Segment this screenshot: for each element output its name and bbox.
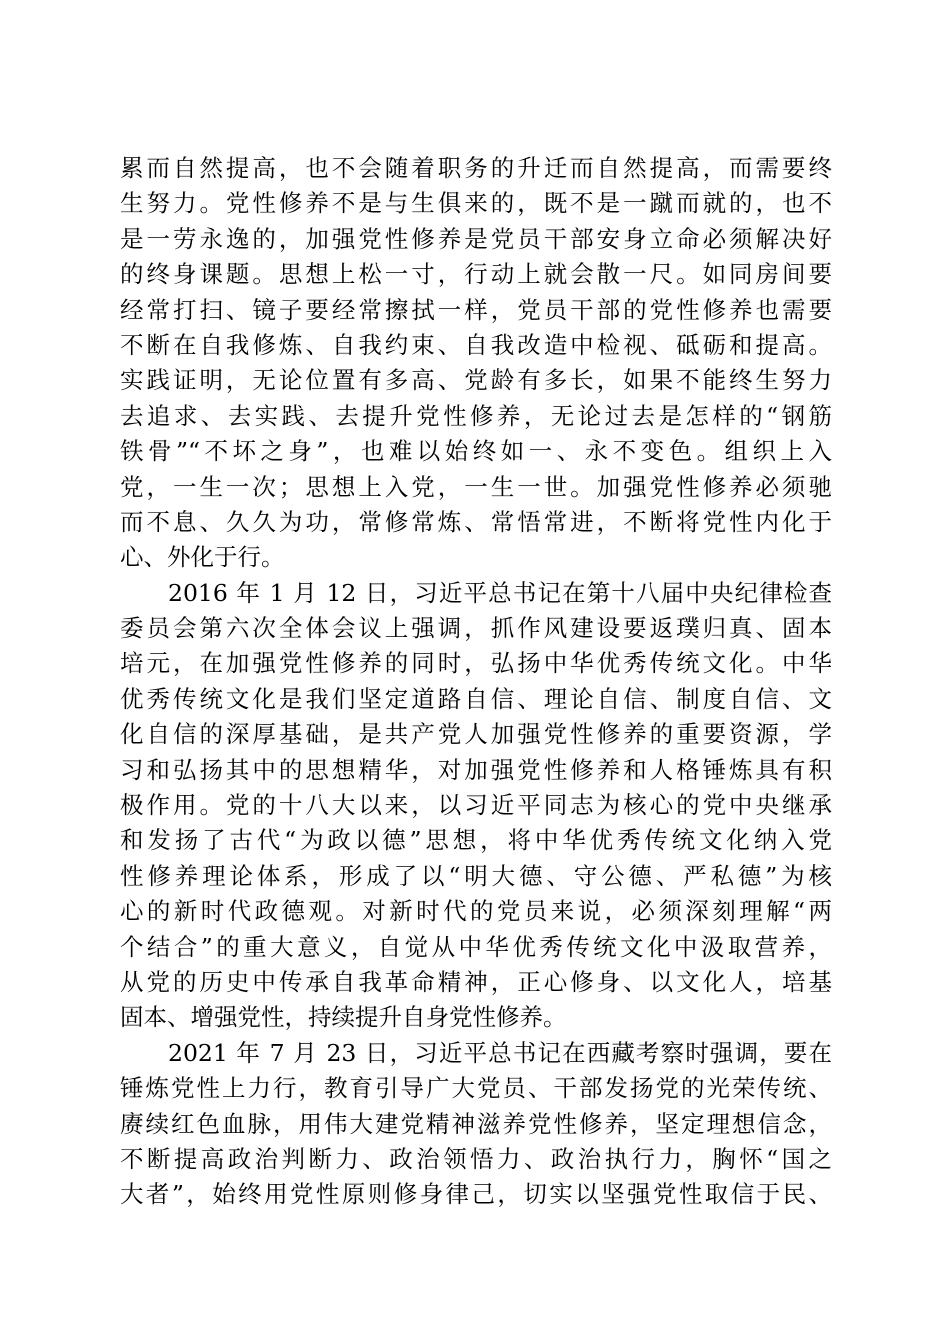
paragraph-line: 委员会第六次全体会议上强调，抓作风建设要返璞归真、固本 xyxy=(120,614,832,643)
paragraph-line: 生努力。党性修养不是与生俱来的，既不是一蹴而就的，也不 xyxy=(120,189,832,218)
paragraph-line: 去追求、去实践、去提升党性修养，无论过去是怎样的“钢筋 xyxy=(120,401,832,430)
paragraph-line: 和发扬了古代“为政以德”思想，将中华优秀传统文化纳入党 xyxy=(120,826,832,855)
paragraph-line: 而不息、久久为功，常修常炼、常悟常进，不断将党性内化于 xyxy=(120,507,832,536)
paragraph-line: 实践证明，无论位置有多高、党龄有多长，如果不能终生努力 xyxy=(120,366,832,395)
paragraph-line: 赓续红色血脉，用伟大建党精神滋养党性修养，坚定理想信念， xyxy=(120,1109,832,1138)
paragraph-line: 心、外化于行。 xyxy=(120,543,285,572)
paragraph-line: 党，一生一次；思想上入党，一生一世。加强党性修养必须驰 xyxy=(120,472,832,501)
paragraph-line: 锤炼党性上力行，教育引导广大党员、干部发扬党的光荣传统、 xyxy=(120,1074,832,1103)
paragraph-line: 从党的历史中传承自我革命精神，正心修身、以文化人，培基 xyxy=(120,967,832,996)
paragraph-line: 的终身课题。思想上松一寸，行动上就会散一尺。如同房间要 xyxy=(120,260,832,289)
paragraph-line: 大者”，始终用党性原则修身律己，切实以坚强党性取信于民、 xyxy=(120,1180,832,1209)
paragraph-line: 化自信的深厚基础，是共产党人加强党性修养的重要资源，学 xyxy=(120,720,832,749)
paragraph-line: 固本、增强党性，持续提升自身党性修养。 xyxy=(120,1003,567,1032)
paragraph-line: 性修养理论体系，形成了以“明大德、守公德、严私德”为核 xyxy=(120,861,832,890)
paragraph-2 xyxy=(120,576,832,1036)
paragraph-3 xyxy=(120,1036,832,1213)
document-page xyxy=(120,151,832,1213)
paragraph-line: 心的新时代政德观。对新时代的党员来说，必须深刻理解“两 xyxy=(120,897,832,926)
paragraph-line: 铁骨”“不坏之身”，也难以始终如一、永不变色。组织上入 xyxy=(120,437,832,466)
paragraph-line: 累而自然提高，也不会随着职务的升迁而自然提高，而需要终 xyxy=(120,154,832,182)
paragraph-line: 习和弘扬其中的思想精华，对加强党性修养和人格锤炼具有积 xyxy=(120,755,832,784)
paragraph-line: 不断在自我修炼、自我约束、自我改造中检视、砥砺和提高。 xyxy=(120,330,832,359)
paragraph-line: 培元，在加强党性修养的同时，弘扬中华优秀传统文化。中华 xyxy=(120,649,832,678)
paragraph-line: 经常打扫、镜子要经常擦拭一样，党员干部的党性修养也需要 xyxy=(120,295,832,324)
paragraph-line: 是一劳永逸的，加强党性修养是党员干部安身立命必须解决好 xyxy=(120,224,832,253)
paragraph-first-line: 2021 年 7 月 23 日，习近平总书记在西藏考察时强调，要在 xyxy=(168,1038,832,1067)
paragraph-line: 优秀传统文化是我们坚定道路自信、理论自信、制度自信、文 xyxy=(120,684,832,713)
paragraph-line: 个结合”的重大意义，自觉从中华优秀传统文化中汲取营养， xyxy=(120,932,832,961)
paragraph-first-line: 2016 年 1 月 12 日，习近平总书记在第十八届中央纪律检查 xyxy=(168,578,832,607)
paragraph-1 xyxy=(120,151,832,576)
paragraph-line: 不断提高政治判断力、政治领悟力、政治执行力，胸怀“国之 xyxy=(120,1144,832,1173)
paragraph-line: 极作用。党的十八大以来，以习近平同志为核心的党中央继承 xyxy=(120,791,832,820)
